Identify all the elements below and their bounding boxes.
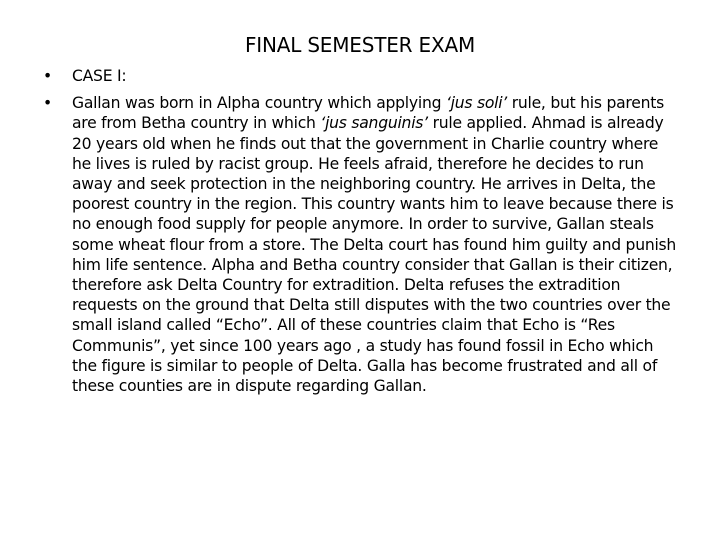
bullet-list [40, 66, 680, 403]
term-jus-sanguinis: ‘jus sanguinis’ [320, 114, 428, 133]
slide-title: FINAL SEMESTER EXAM [244, 33, 476, 57]
bullet-item-case-label [40, 66, 680, 86]
bullet-icon: • [43, 67, 52, 85]
case-label: CASE I: [72, 67, 127, 85]
case-body-text [72, 93, 680, 396]
term-jus-soli: ‘jus soli’ [445, 94, 507, 113]
bullet-icon: • [43, 94, 52, 113]
case-body-part-3: rule applied. Ahmad is already 20 years old when he finds out that the government in Charlie country where he lives is ruled by racist group. He feels afraid, therefore he decides to run away and seek protection in the neighboring country. He arrives in Delta, the poorest country in the region. This country wants him to leave because there is no enough food supply for people anymore. In order to survive, Gallan steals some wheat flour from a store. The Delta court has found him guilty and punish him life sentence. Alpha and Betha country consider that Gallan is their citizen, therefore ask Delta Country for extradition. Delta refuses the extradition requests on the ground that Delta still disputes with the two countries over the small island called “Echo”. All of these countries claim that Echo is “Res Communis”, yet since 100 years ago , a study has found fossil in Echo which the figure is similar to people of Delta. Galla has become frustrated and all of these counties are in dispute regarding Gallan. [72, 114, 677, 396]
case-body-part-2: rule, but his parents are from Betha country in which [72, 94, 664, 133]
case-body-part-1: Gallan was born in Alpha country which applying [72, 94, 446, 113]
bullet-item-case-body [40, 93, 680, 396]
